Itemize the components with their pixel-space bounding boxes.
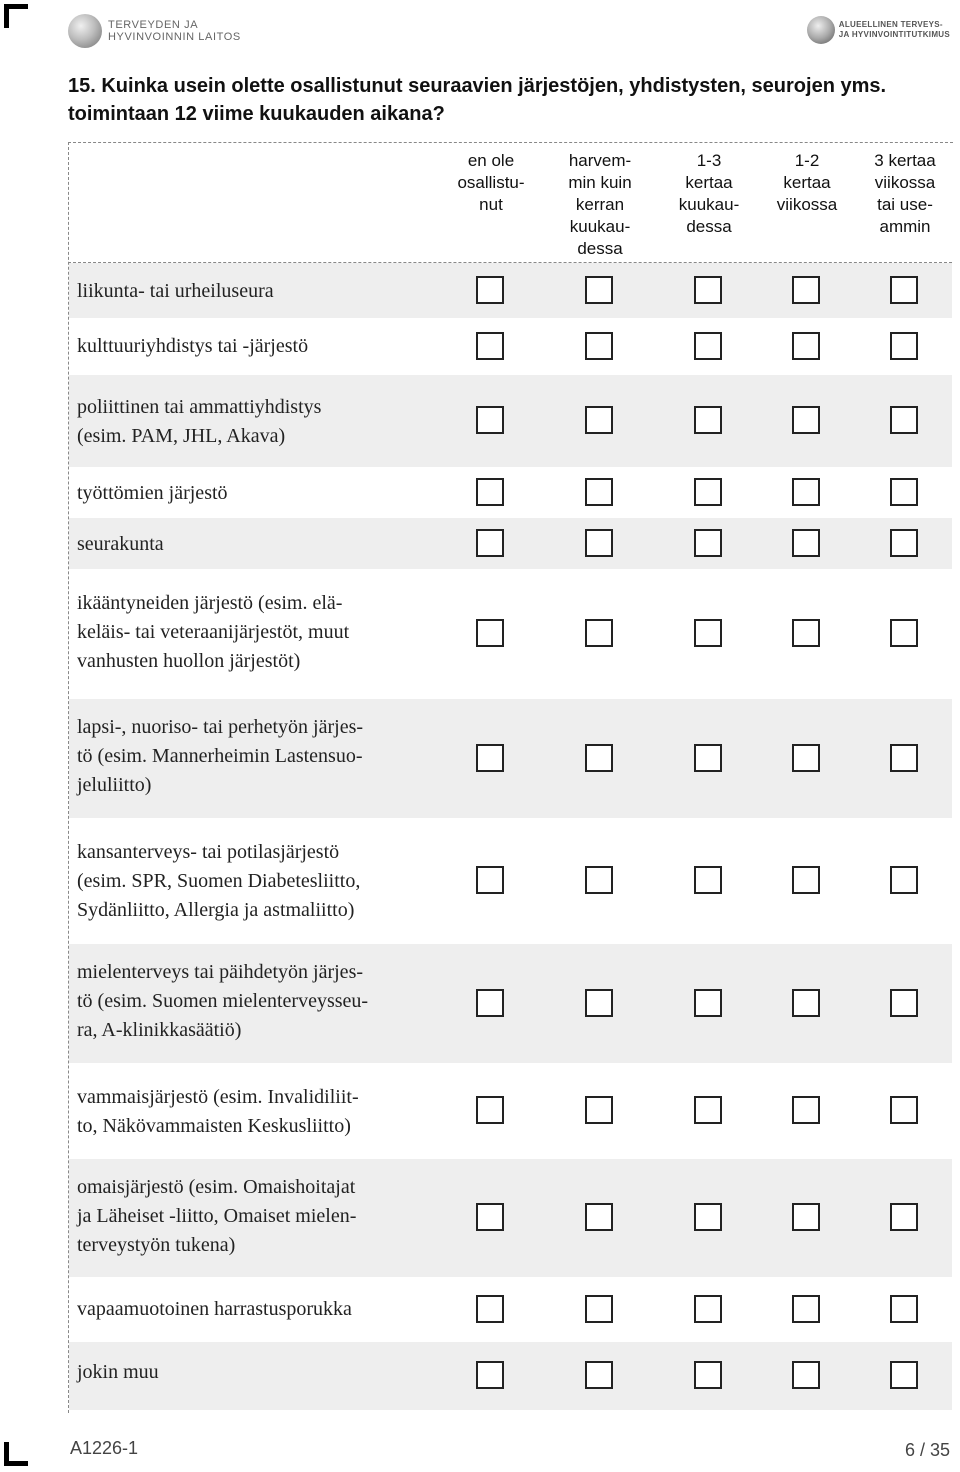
answer-checkbox[interactable] bbox=[792, 332, 820, 360]
answer-checkbox[interactable] bbox=[890, 744, 918, 772]
answer-checkbox[interactable] bbox=[792, 866, 820, 894]
ath-logo bbox=[807, 16, 950, 44]
question-row bbox=[69, 467, 952, 518]
answer-checkbox[interactable] bbox=[476, 529, 504, 557]
answer-checkbox[interactable] bbox=[890, 1203, 918, 1231]
answer-checkbox[interactable] bbox=[890, 529, 918, 557]
answer-checkbox[interactable] bbox=[476, 332, 504, 360]
row-label: poliittinen tai ammattiyhdistys (esim. PAM, JHL, Akava) bbox=[77, 396, 322, 447]
answer-checkbox[interactable] bbox=[792, 478, 820, 506]
answer-checkbox[interactable] bbox=[890, 332, 918, 360]
answer-checkbox[interactable] bbox=[890, 478, 918, 506]
answer-checkbox[interactable] bbox=[476, 1096, 504, 1124]
column-header: harvem- min kuin kerran kuukau- dessa bbox=[568, 151, 632, 258]
question-row bbox=[69, 1277, 952, 1342]
question-row bbox=[69, 518, 952, 569]
crop-mark-bottom-left bbox=[4, 1461, 28, 1466]
answer-checkbox[interactable] bbox=[792, 989, 820, 1017]
page-number: 6 / 35 bbox=[904, 1440, 950, 1460]
answer-checkbox[interactable] bbox=[694, 619, 722, 647]
answer-checkbox[interactable] bbox=[585, 276, 613, 304]
answer-checkbox[interactable] bbox=[890, 276, 918, 304]
answer-checkbox[interactable] bbox=[476, 619, 504, 647]
question-row bbox=[69, 699, 952, 818]
answer-checkbox[interactable] bbox=[476, 1295, 504, 1323]
answer-checkbox[interactable] bbox=[585, 1295, 613, 1323]
question-row bbox=[69, 944, 952, 1063]
answer-checkbox[interactable] bbox=[694, 478, 722, 506]
answer-checkbox[interactable] bbox=[792, 1361, 820, 1389]
answer-checkbox[interactable] bbox=[694, 529, 722, 557]
answer-checkbox[interactable] bbox=[792, 276, 820, 304]
answer-checkbox[interactable] bbox=[585, 406, 613, 434]
answer-checkbox[interactable] bbox=[890, 1295, 918, 1323]
thl-logo bbox=[68, 14, 241, 48]
answer-checkbox[interactable] bbox=[585, 989, 613, 1017]
row-label: vammaisjärjestö (esim. Invalidiliit- to, Näkövammaisten Keskusliitto) bbox=[77, 1086, 359, 1137]
answer-checkbox[interactable] bbox=[890, 619, 918, 647]
answer-checkbox[interactable] bbox=[585, 1096, 613, 1124]
question-row bbox=[69, 1063, 952, 1159]
answer-checkbox[interactable] bbox=[476, 1361, 504, 1389]
answer-checkbox[interactable] bbox=[476, 989, 504, 1017]
answer-checkbox[interactable] bbox=[585, 866, 613, 894]
question-row bbox=[69, 318, 952, 375]
answer-checkbox[interactable] bbox=[585, 478, 613, 506]
answer-checkbox[interactable] bbox=[890, 406, 918, 434]
answer-checkbox[interactable] bbox=[585, 1361, 613, 1389]
answer-checkbox[interactable] bbox=[694, 1295, 722, 1323]
column-header: 1-3 kertaa kuukau- dessa bbox=[678, 151, 740, 236]
answer-checkbox[interactable] bbox=[792, 1096, 820, 1124]
answer-checkbox[interactable] bbox=[476, 744, 504, 772]
answer-checkbox[interactable] bbox=[792, 1295, 820, 1323]
answer-checkbox[interactable] bbox=[792, 744, 820, 772]
answer-checkbox[interactable] bbox=[792, 406, 820, 434]
question-row bbox=[69, 263, 952, 318]
crop-mark-top-left bbox=[4, 4, 9, 28]
row-label: kansanterveys- tai potilasjärjestö (esim. SPR, Suomen Diabetesliitto, Sydänliitto, Allergia ja astmaliitto) bbox=[77, 841, 361, 921]
row-label: työttömien järjestö bbox=[77, 482, 228, 504]
column-header: 3 kertaa viikossa tai use- ammin bbox=[874, 151, 936, 236]
answer-checkbox[interactable] bbox=[476, 406, 504, 434]
answer-checkbox[interactable] bbox=[694, 406, 722, 434]
row-label: kulttuuriyhdistys tai -järjestö bbox=[77, 335, 309, 357]
answer-checkbox[interactable] bbox=[694, 866, 722, 894]
answer-checkbox[interactable] bbox=[694, 1361, 722, 1389]
answer-checkbox[interactable] bbox=[792, 1203, 820, 1231]
answer-checkbox[interactable] bbox=[694, 276, 722, 304]
question-row bbox=[69, 375, 952, 467]
row-label: jokin muu bbox=[77, 1361, 159, 1383]
answer-checkbox[interactable] bbox=[585, 619, 613, 647]
answer-checkbox[interactable] bbox=[585, 529, 613, 557]
row-label: mielenterveys tai päihdetyön järjes- tö (esim. Suomen mielenterveysseu- ra, A-klinikkasäätiö) bbox=[77, 961, 369, 1041]
answer-checkbox[interactable] bbox=[792, 529, 820, 557]
answer-checkbox[interactable] bbox=[476, 866, 504, 894]
answer-checkbox[interactable] bbox=[890, 866, 918, 894]
question-row bbox=[69, 1342, 952, 1410]
column-header: 1-2 kertaa viikossa bbox=[776, 151, 838, 214]
globe-icon bbox=[68, 14, 102, 48]
answer-checkbox[interactable] bbox=[585, 744, 613, 772]
answer-checkbox[interactable] bbox=[694, 989, 722, 1017]
answer-checkbox[interactable] bbox=[694, 1096, 722, 1124]
logo-line: ALUEELLINEN TERVEYS- bbox=[838, 20, 943, 29]
answer-checkbox[interactable] bbox=[694, 332, 722, 360]
row-label: lapsi-, nuoriso- tai perhetyön järjes- tö (esim. Mannerheimin Lastensuo- jeluliitto) bbox=[77, 716, 364, 796]
answer-checkbox[interactable] bbox=[585, 332, 613, 360]
column-header: en ole osallistu- nut bbox=[457, 151, 525, 214]
logo-line: TERVEYDEN JA bbox=[108, 19, 199, 31]
logo-line: HYVINVOINNIN LAITOS bbox=[108, 31, 241, 43]
row-label: liikunta- tai urheiluseura bbox=[77, 280, 274, 302]
globe-icon bbox=[807, 16, 835, 44]
answer-checkbox[interactable] bbox=[476, 478, 504, 506]
question-row bbox=[69, 1159, 952, 1277]
answer-checkbox[interactable] bbox=[476, 1203, 504, 1231]
form-code: A1226-1 bbox=[70, 1438, 139, 1458]
row-label: ikääntyneiden järjestö (esim. elä- keläis- tai veteraanijärjestöt, muut vanhusten huollon järjestöt) bbox=[77, 592, 350, 672]
answer-checkbox[interactable] bbox=[890, 989, 918, 1017]
question-title: 15. Kuinka usein olette osallistunut seuraavien järjestöjen, yhdistysten, seurojen yms. toimintaan 12 viime kuukauden aikana? bbox=[68, 75, 887, 125]
question-row bbox=[69, 818, 952, 944]
row-label: vapaamuotoinen harrastusporukka bbox=[77, 1298, 352, 1320]
answer-checkbox[interactable] bbox=[890, 1096, 918, 1124]
answer-checkbox[interactable] bbox=[890, 1361, 918, 1389]
answer-checkbox[interactable] bbox=[585, 1203, 613, 1231]
answer-checkbox[interactable] bbox=[476, 276, 504, 304]
logo-line: JA HYVINVOINTITUTKIMUS bbox=[838, 30, 950, 39]
answer-checkbox[interactable] bbox=[694, 744, 722, 772]
row-label: omaisjärjestö (esim. Omaishoitajat ja Läheiset -liitto, Omaiset mielen- terveystyön tukena) bbox=[77, 1176, 357, 1256]
question-row bbox=[69, 569, 952, 699]
answer-checkbox[interactable] bbox=[694, 1203, 722, 1231]
row-label: seurakunta bbox=[77, 533, 164, 555]
answer-checkbox[interactable] bbox=[792, 619, 820, 647]
